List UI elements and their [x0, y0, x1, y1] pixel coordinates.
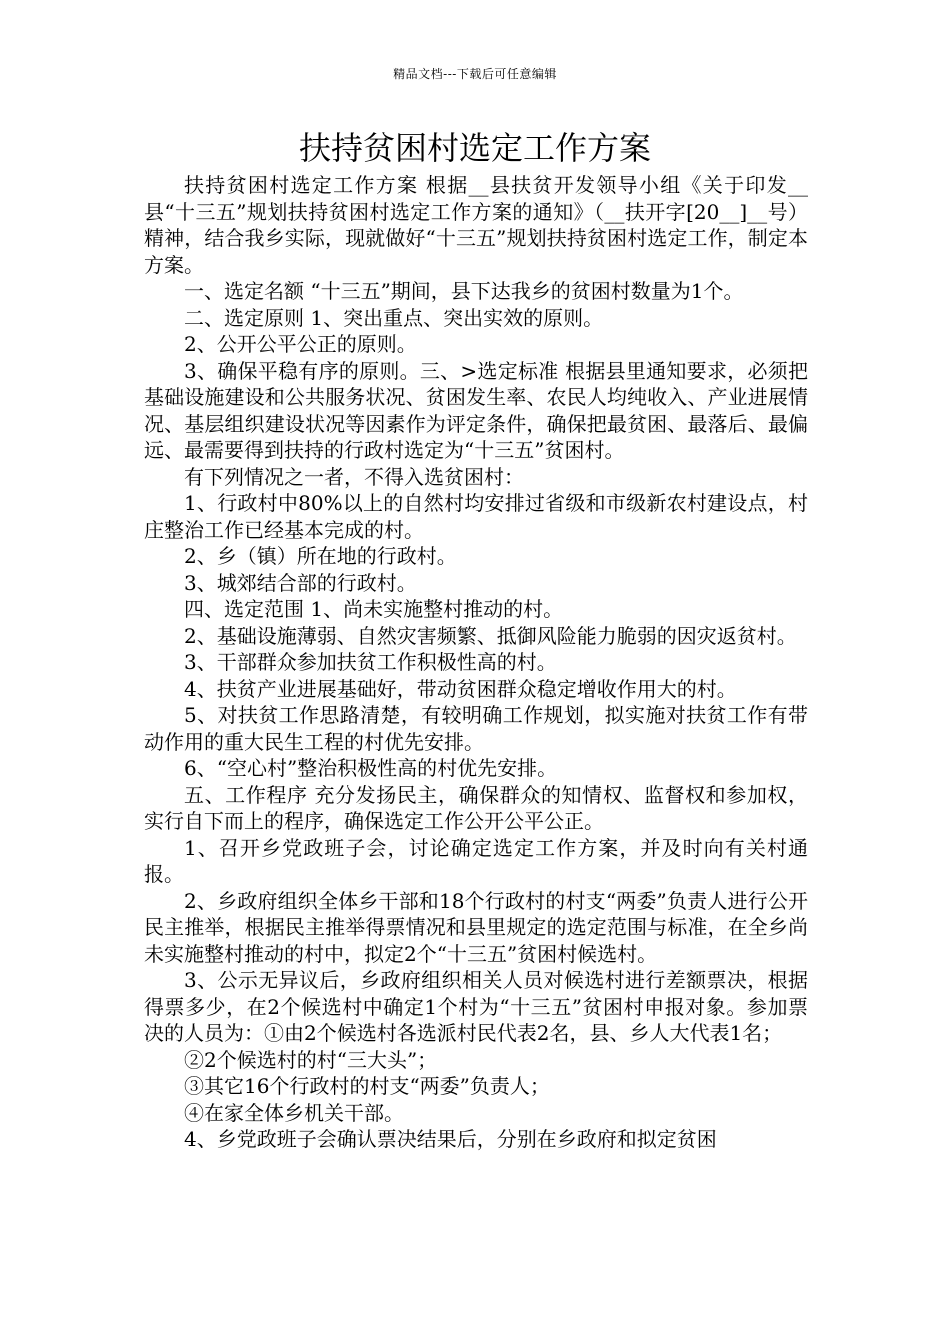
body-paragraph: 2、乡（镇）所在地的行政村。 [184, 544, 457, 568]
document-body [144, 172, 808, 1153]
body-paragraph: 五、工作程序 充分发扬民主，确保群众的知情权、监督权和参加权，实行自下而上的程序，确保选定工作公开公平公正。 [144, 782, 808, 833]
body-paragraph: 2、乡政府组织全体乡干部和18个行政村的村支“两委”负责人进行公开民主推举，根据民主推举得票情况和县里规定的选定范围与标准，在全乡尚未实施整村推动的村中，拟定2个“十三五”贫困村候选村。 [144, 888, 808, 966]
body-paragraph: 3、公示无异议后，乡政府组织相关人员对候选村进行差额票决，根据得票多少，在2个候选村中确定1个村为“十三五”贫困村申报对象。参加票决的人员为：①由2个候选村各选派村民代表2名，县、乡人大代表1名； [144, 968, 808, 1045]
body-paragraph: 有下列情况之一者，不得入选贫困村： [184, 464, 524, 489]
body-paragraph: 3、城郊结合部的行政村。 [184, 570, 417, 595]
body-paragraph: 5、对扶贫工作思路清楚，有较明确工作规划，拟实施对扶贫工作有带动作用的重大民生工程的村优先安排。 [144, 703, 808, 754]
body-paragraph: ②2个候选村的村“三大头”； [184, 1047, 438, 1072]
document-title: 扶持贫困村选定工作方案 [298, 129, 651, 167]
body-paragraph: 一、选定名额 “十三五”期间，县下达我乡的贫困村数量为1个。 [184, 279, 744, 303]
body-paragraph: ④在家全体乡机关干部。 [184, 1100, 404, 1125]
body-paragraph: 2、公开公平公正的原则。 [184, 332, 417, 356]
body-paragraph: 2、基础设施薄弱、自然灾害频繁、抵御风险能力脆弱的因灾返贫村。 [184, 623, 797, 648]
body-paragraph: 4、乡党政班子会确认票决结果后，分别在乡政府和拟定贫困 [184, 1127, 717, 1151]
body-paragraph: 四、选定范围 1、尚未实施整村推动的村。 [184, 597, 564, 621]
body-paragraph: 二、选定原则 1、突出重点、突出实效的原则。 [184, 305, 604, 330]
body-paragraph: 3、确保平稳有序的原则。三、>选定标准 根据县里通知要求，必须把基础设施建设和公共服务状况、贫困发生率、农民人均纯收入、产业进展情况、基层组织建设状况等因素作为评定条件，确保把最贫困、最落后、最偏远、最需要得到扶持的行政村选定为“十三五”贫困村。 [144, 358, 808, 462]
body-paragraph: 3、干部群众参加扶贫工作积极性高的村。 [184, 650, 557, 674]
body-paragraph: ③其它16个行政村的村支“两委”负责人； [184, 1074, 550, 1098]
body-paragraph: 1、召开乡党政班子会，讨论确定选定工作方案，并及时向有关村通报。 [144, 835, 808, 886]
body-paragraph: 扶持贫困村选定工作方案 根据__县扶贫开发领导小组《关于印发__县“十三五”规划扶持贫困村选定工作方案的通知》（__扶开字[20__]__号）精神，结合我乡实际，现就做好“十三五”规划扶持贫困村选定工作，制定本方案。 [144, 173, 808, 277]
body-paragraph: 1、行政村中80%以上的自然村均安排过省级和市级新农村建设点，村庄整治工作已经基本完成的村。 [144, 491, 808, 542]
header-note: 精品文档---下载后可任意编辑 [393, 67, 557, 81]
body-paragraph: 6、“空心村”整治积极性高的村优先安排。 [184, 756, 558, 780]
body-paragraph: 4、扶贫产业进展基础好，带动贫困群众稳定增收作用大的村。 [184, 676, 737, 701]
